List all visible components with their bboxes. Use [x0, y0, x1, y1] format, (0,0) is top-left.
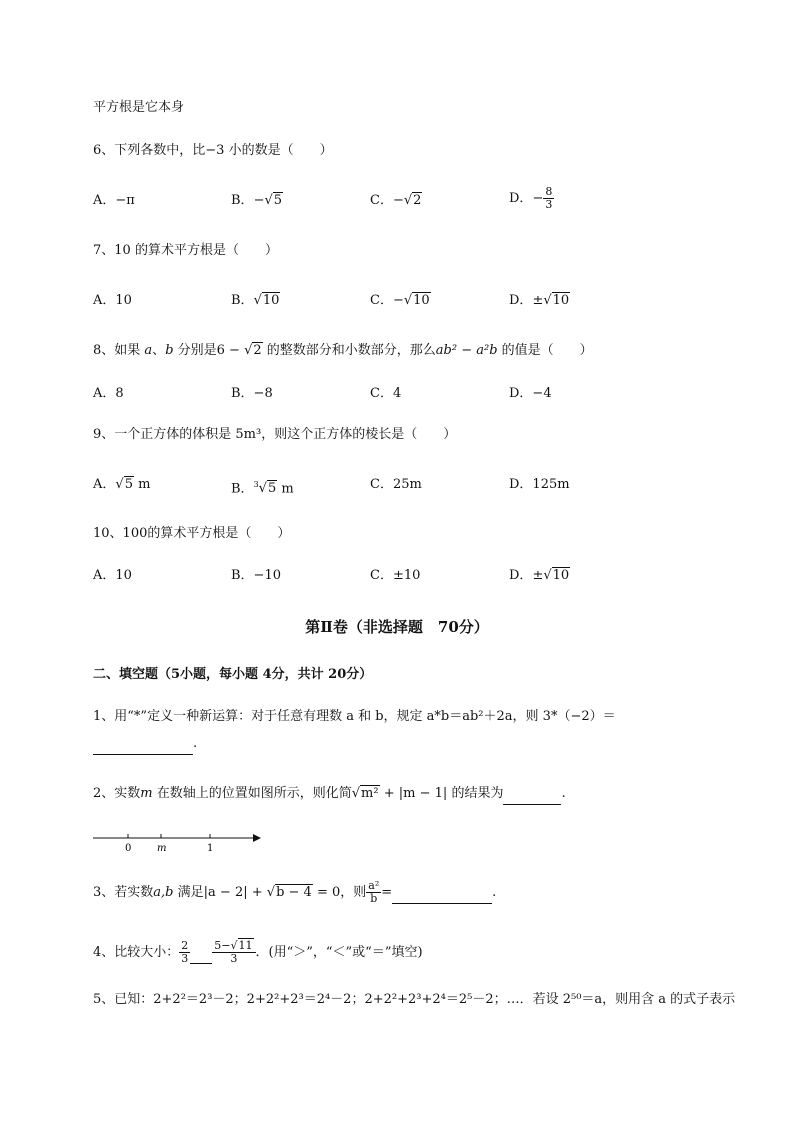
stem-text: ．(用“＞”，“＜”或“＝”填空): [255, 945, 423, 960]
sqrt-expression: √10: [403, 293, 430, 308]
radicand: 11: [238, 939, 253, 952]
plus-minus-sign: ±: [532, 568, 544, 583]
number-line-graphic: [93, 832, 263, 856]
fill-1-line2: [93, 734, 197, 755]
expression: ab² − a²b: [435, 343, 498, 358]
question-7-option-d: [509, 291, 570, 311]
plus-sign: +: [379, 786, 399, 801]
stem-text: 在数轴上的位置如图所示，则化简: [152, 786, 352, 801]
answer-blank[interactable]: [190, 943, 212, 964]
radicand: 2: [413, 193, 422, 208]
root-index: 3: [253, 480, 259, 489]
sqrt-expression: √10: [543, 293, 570, 308]
abs-content: a − 2: [208, 885, 244, 900]
question-10-option-c: C．±10: [370, 568, 421, 583]
radicand: m²: [361, 786, 379, 801]
question-6-stem: 6、下列各数中，比−3 小的数是（ ）: [93, 143, 333, 158]
question-8-option-c: C．4: [370, 386, 402, 401]
section-title: 第Ⅱ卷（非选择题 70分）: [305, 618, 489, 636]
option-label: D．: [509, 568, 533, 583]
option-label: A．: [93, 477, 116, 492]
answer-blank[interactable]: [392, 883, 492, 904]
numerator: a²: [368, 879, 380, 892]
denominator: 3: [545, 198, 553, 211]
stem-text: 8、如果: [93, 343, 145, 358]
question-9-option-a: [93, 475, 150, 495]
numerator-prefix: 5−: [214, 939, 231, 952]
radicand: b − 4: [276, 885, 312, 900]
radicand: 5: [273, 193, 283, 208]
number-line: [93, 832, 263, 856]
denominator: b: [370, 892, 378, 905]
option-label: D．: [509, 191, 533, 206]
variable-b: b: [165, 343, 174, 358]
stem-text: 的值是（ ）: [497, 343, 593, 358]
sqrt-expression: √10: [543, 568, 570, 583]
radicand: 5: [267, 481, 277, 497]
stem-text: 2、实数: [93, 786, 141, 801]
separator: 、: [152, 343, 166, 358]
sqrt-expression: √10: [253, 293, 280, 308]
intro-line: 平方根是它本身: [93, 100, 185, 115]
period: .: [561, 786, 566, 801]
question-9-option-c: C．25m: [370, 477, 422, 492]
option-label: D．: [509, 293, 533, 308]
sqrt-expression: √m²: [351, 786, 379, 801]
stem-text: 4、比较大小：: [93, 945, 180, 960]
question-6-option-b: [231, 191, 283, 211]
axis-arrow: [253, 834, 261, 842]
stem-text: = 0，则: [312, 885, 367, 900]
plus-minus-sign: ±: [532, 293, 544, 308]
stem-text: 的整数部分和小数部分，那么: [262, 343, 436, 358]
equals-sign: =: [381, 885, 393, 900]
option-label: B．: [231, 481, 254, 497]
unit: m: [277, 481, 294, 497]
radicand: 10: [413, 293, 430, 308]
stem-text: 的结果为: [447, 786, 504, 801]
fraction-right: [212, 940, 255, 965]
fill-3-stem: [93, 880, 496, 905]
stem-text: 3、若实数: [93, 885, 154, 900]
fraction: [543, 186, 554, 211]
sqrt-expression: √5: [264, 193, 283, 208]
question-7-option-c: [370, 291, 431, 311]
sqrt-expression: √2: [403, 193, 422, 208]
question-10-option-b: B．−10: [231, 568, 281, 583]
fill-4-stem: [93, 940, 423, 965]
answer-blank[interactable]: [93, 734, 193, 755]
variables: a,b: [153, 885, 174, 900]
fill-5-stem: 5、已知：2+2²＝2³－2；2+2²+2³＝2⁴－2；2+2²+2³+2⁴＝2⁵－2；…．若设 2⁵⁰＝a，则用含 a 的式子表示: [93, 992, 736, 1007]
sqrt-expression: √11: [230, 939, 253, 952]
sqrt-expression: √2: [244, 343, 262, 358]
tick-label-0: 0: [125, 843, 132, 854]
answer-blank[interactable]: [503, 784, 561, 805]
denominator: 3: [230, 952, 238, 965]
fraction: [366, 880, 381, 905]
question-10-option-d: [509, 566, 570, 586]
numerator: 2: [181, 939, 189, 952]
radicand: 10: [262, 293, 280, 308]
sqrt-expression: √b − 4: [266, 885, 312, 900]
question-8-option-b: B．−8: [231, 386, 273, 401]
absolute-value: |a − 2|: [203, 885, 248, 900]
part2-heading: 二、填空题（5小题，每小题 4分，共计 20分）: [93, 667, 373, 682]
radicand: 10: [552, 293, 570, 308]
stem-text: 分别是6 −: [173, 343, 245, 358]
radicand: 5: [124, 477, 133, 492]
option-label: B．: [231, 193, 254, 208]
cube-root-expression: √5: [258, 481, 277, 497]
minus-sign: −: [253, 193, 265, 208]
question-6-option-a: A．−π: [93, 193, 135, 208]
period: .: [492, 885, 497, 900]
question-6-option-d: [509, 186, 554, 211]
question-7-option-b: [231, 291, 280, 311]
tick-label-m: m: [157, 843, 167, 854]
variable-a: a: [144, 343, 153, 358]
question-8-option-a: A．8: [93, 386, 124, 401]
numerator: 8: [545, 185, 553, 198]
option-label: C．: [370, 193, 393, 208]
question-9-option-d: D．125m: [509, 477, 570, 492]
minus-sign: −: [392, 293, 404, 308]
abs-content: m − 1: [403, 786, 443, 801]
option-label: B．: [231, 293, 254, 308]
radicand: 2: [253, 343, 262, 358]
minus-sign: −: [532, 191, 544, 206]
unit: m: [133, 477, 151, 492]
question-10-stem: 10、100的算术平方根是（ ）: [93, 526, 291, 541]
fraction-left: [179, 940, 190, 965]
question-9-stem: 9、一个正方体的体积是 5m³，则这个正方体的棱长是（ ）: [93, 427, 457, 442]
question-8-option-d: D．−4: [509, 386, 552, 401]
question-7-stem: 7、10 的算术平方根是（ ）: [93, 243, 278, 258]
radicand: 10: [552, 568, 570, 583]
stem-text: 满足: [173, 885, 204, 900]
period: .: [193, 736, 198, 751]
plus-sign: +: [247, 885, 267, 900]
question-7-option-a: A．10: [93, 293, 132, 308]
question-8-stem: [93, 341, 593, 361]
absolute-value: |m − 1|: [398, 786, 448, 801]
sqrt-expression: √5: [115, 477, 133, 492]
minus-sign: −: [392, 193, 404, 208]
denominator: 3: [181, 952, 189, 965]
variable-m: m: [140, 786, 153, 801]
question-9-option-b: [231, 475, 294, 499]
option-label: C．: [370, 293, 393, 308]
fill-2-stem: [93, 784, 566, 805]
tick-label-1: 1: [207, 843, 214, 854]
question-10-option-a: A．10: [93, 568, 132, 583]
question-6-option-c: [370, 191, 422, 211]
fill-1-line1: 1、用“*”定义一种新运算：对于任意有理数 a 和 b，规定 a*b＝ab²＋2a，则 3*（−2）＝: [93, 709, 616, 724]
